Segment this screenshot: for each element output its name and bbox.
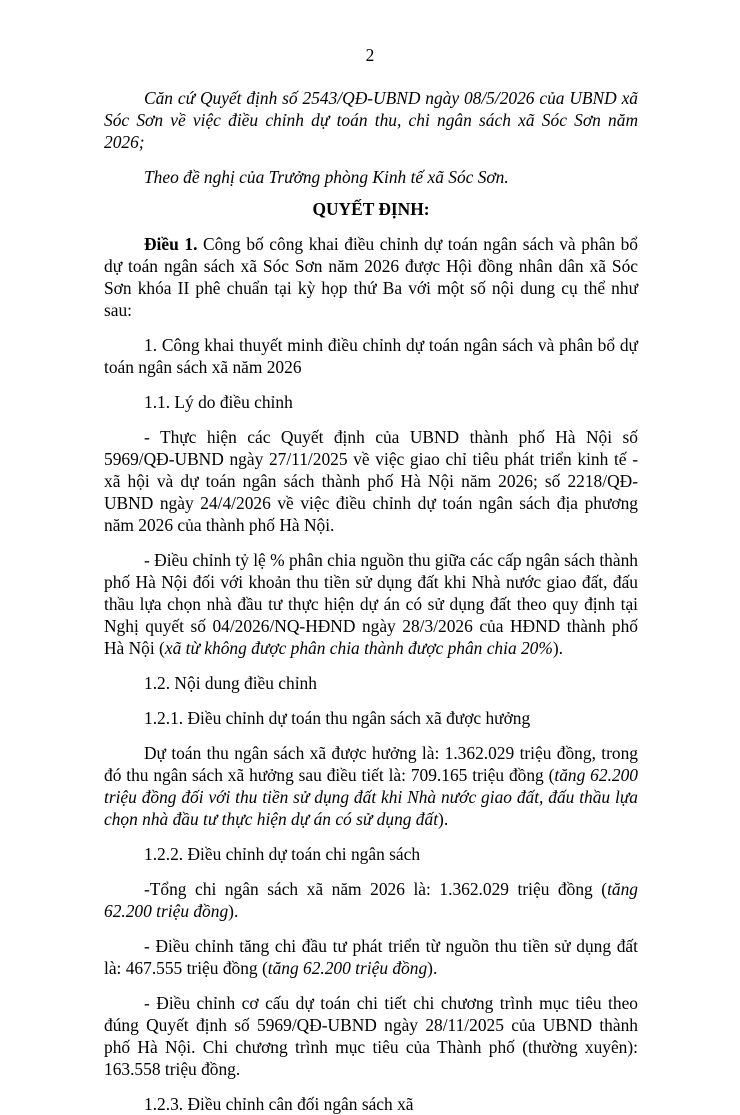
article-1 — [104, 233, 638, 321]
reason-1: - Thực hiện các Quyết định của UBND thành phố Hà Nội số 5969/QĐ-UBND ngày 27/11/2025 về việc giao chỉ tiêu phát triển kinh tế - xã hội và dự toán ngân sách thành phố Hà Nội năm 2026; số 2218/QĐ-UBND ngày 24/4/2026 về việc điều chỉnh dự toán ngân sách địa phương năm 2026 của thành phố Hà Nội. — [104, 427, 638, 535]
article-1-label: Điều 1. — [144, 234, 198, 254]
reason-2-tail: ). — [552, 638, 564, 658]
exp-2-italic: tăng 62.200 triệu đồng — [267, 958, 428, 978]
preamble-basis: Căn cứ Quyết định số 2543/QĐ-UBND ngày 08/5/2026 của UBND xã Sóc Sơn về việc điều chỉnh dự toán thu, chi ngân sách xã Sóc Sơn năm 2026; — [104, 88, 638, 152]
exp-1-text: -Tổng chi ngân sách xã năm 2026 là: 1.362.029 triệu đồng ( — [144, 879, 608, 899]
reason-2-text: - Điều chỉnh tỷ lệ % phân chia nguồn thu giữa các cấp ngân sách thành phố Hà Nội đối với khoản thu tiền sử dụng đất khi Nhà nước giao đất, đấu thầu lựa chọn nhà đầu tư thực hiện dự án có sử dụng đất theo quy định tại Nghị quyết số 04/2026/NQ-HĐND ngày 28/3/2026 của HĐND thành phố Hà Nội ( — [104, 550, 638, 658]
exp-1-tail: ). — [228, 901, 239, 921]
section-1-2-3: 1.2.3. Điều chỉnh cân đối ngân sách xã — [144, 1094, 414, 1114]
decision-heading: QUYẾT ĐỊNH: — [312, 199, 430, 219]
section-1-1: 1.1. Lý do điều chỉnh — [144, 392, 293, 412]
exp-2-text: - Điều chỉnh tăng chi đầu tư phát triển từ nguồn thu tiền sử dụng đất là: 467.555 triệu đồng ( — [104, 936, 638, 978]
section-1-2: 1.2. Nội dung điều chỉnh — [144, 673, 317, 693]
expenditure-2 — [104, 935, 638, 979]
document-body — [104, 87, 638, 1115]
section-1-2-2: 1.2.2. Điều chỉnh dự toán chi ngân sách — [144, 844, 421, 864]
section-1: 1. Công khai thuyết minh điều chỉnh dự toán ngân sách và phân bổ dự toán ngân sách xã năm 2026 — [104, 335, 638, 377]
revenue-text: Dự toán thu ngân sách xã được hưởng là: 1.362.029 triệu đồng, trong đó thu ngân sách xã hưởng sau điều tiết là: 709.165 triệu đồng ( — [104, 743, 638, 785]
section-1-2-1: 1.2.1. Điều chỉnh dự toán thu ngân sách xã được hưởng — [144, 708, 531, 728]
reason-2-italic: xã từ không được phân chia thành được phân chia 20% — [164, 638, 553, 658]
article-1-text: Công bố công khai điều chỉnh dự toán ngân sách và phân bổ dự toán ngân sách xã Sóc Sơn năm 2026 được Hội đồng nhân dân xã Sóc Sơn khóa II phê chuẩn tại kỳ họp thứ Ba với một số nội dung cụ thể như sau: — [104, 234, 638, 320]
expenditure-3: - Điều chỉnh cơ cấu dự toán chi tiết chi chương trình mục tiêu theo đúng Quyết định số 5969/QĐ-UBND ngày 28/11/2025 của UBND thành phố Hà Nội. Chi chương trình mục tiêu của Thành phố (thường xuyên): 163.558 triệu đồng. — [104, 993, 638, 1079]
page-number: 2 — [365, 45, 375, 65]
reason-2 — [104, 549, 638, 659]
revenue-italic: tăng 62.200 triệu đồng đối với thu tiền sử dụng đất khi Nhà nước giao đất, đấu thầu lựa chọn nhà đầu tư thực hiện dự án có sử dụng đất — [104, 765, 638, 829]
revenue-tail: ). — [438, 809, 449, 829]
exp-1-italic: tăng 62.200 triệu đồng — [104, 879, 638, 921]
exp-2-tail: ). — [427, 958, 438, 978]
preamble-proposal: Theo đề nghị của Trưởng phòng Kinh tế xã Sóc Sơn. — [144, 167, 509, 187]
revenue-paragraph — [104, 742, 638, 830]
expenditure-1 — [104, 878, 638, 922]
